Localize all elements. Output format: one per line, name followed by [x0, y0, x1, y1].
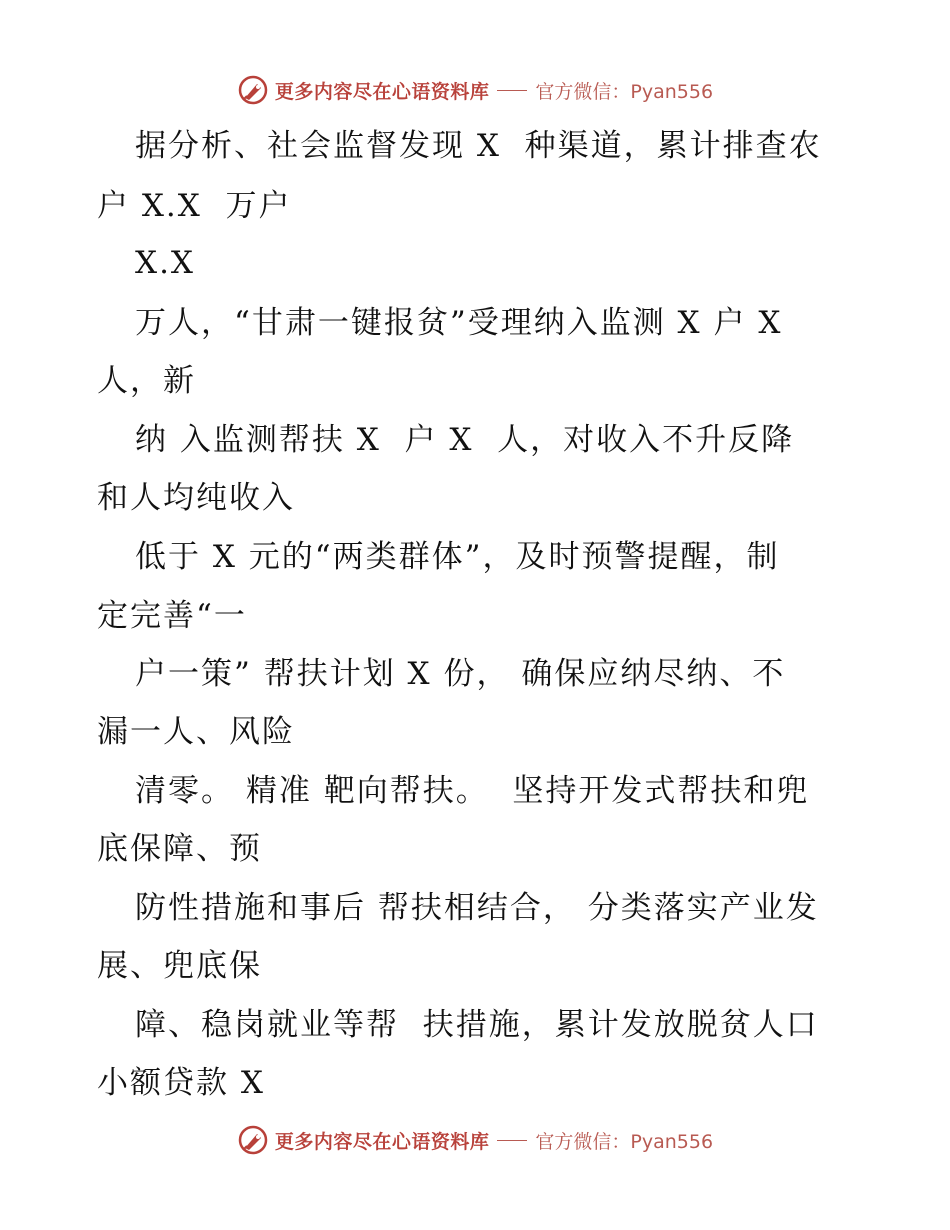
body-line: 户一策” 帮扶计划 X 份， 确保应纳尽纳、不 [135, 656, 786, 692]
body-line: 人，新 [97, 363, 196, 399]
body-line: 小额贷款 X [97, 1065, 265, 1101]
body-line: 低于 X 元的“两类群体”，及时预警提醒，制 [135, 539, 780, 575]
body-line: 和人均纯收入 [97, 480, 295, 516]
footer-separator [497, 1140, 527, 1141]
pen-nib-logo-icon [237, 1124, 269, 1156]
body-line: 底保障、预 [97, 831, 262, 867]
body-line: X.X [135, 245, 195, 281]
pen-nib-logo-icon [237, 74, 269, 106]
body-line: 防性措施和事后 帮扶相结合， 分类落实产业发 [135, 890, 819, 926]
header-wechat-text: 官方微信：Pyan556 [535, 80, 714, 103]
body-line: 漏一人、风险 [97, 714, 295, 750]
body-line: 展、兜底保 [97, 948, 262, 984]
footer-watermark-banner [0, 1120, 950, 1160]
body-line: 户 X.X 万户 [97, 188, 292, 224]
body-line: 据分析、社会监督发现 X 种渠道，累计排查农 [135, 128, 822, 164]
body-line: 纳 入监测帮扶 X 户 X 人，对收入不升反降 [135, 422, 795, 458]
header-watermark-banner [0, 70, 950, 110]
footer-wechat-text: 官方微信：Pyan556 [535, 1130, 714, 1153]
header-brand-text: 更多内容尽在心语资料库 [274, 80, 490, 103]
body-line: 障、稳岗就业等帮 扶措施，累计发放脱贫人口 [135, 1007, 819, 1043]
header-separator [497, 90, 527, 91]
body-line: 清零。 精准 靶向帮扶。 坚持开发式帮扶和兜 [135, 773, 810, 809]
footer-brand-text: 更多内容尽在心语资料库 [274, 1130, 490, 1153]
body-line: 万人，“甘肃一键报贫”受理纳入监测 X 户 X [135, 305, 783, 341]
body-line: 定完善“一 [97, 598, 247, 634]
